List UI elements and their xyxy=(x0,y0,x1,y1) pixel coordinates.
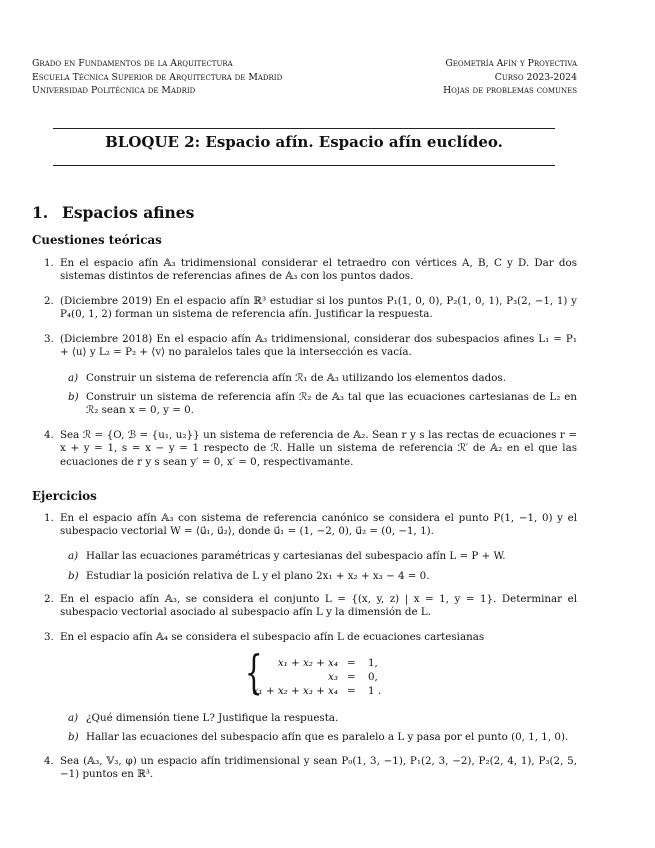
item-number: 2. xyxy=(44,593,54,605)
header-university: Universidad Politécnica de Madrid xyxy=(32,85,196,96)
theory-item-3-a xyxy=(68,372,577,385)
item-number: 1. xyxy=(44,512,54,524)
item-number: 1. xyxy=(44,257,54,269)
theory-item-2 xyxy=(44,295,577,322)
sub-text: Construir un sistema de referencia afín ℛ₂ de 𝔸₃ tal que las ecuaciones cartesianas de L₂ en ℛ₂ sean x = 0, y = 0. xyxy=(86,391,577,417)
section-number: 1. xyxy=(32,203,49,222)
equation-operator: = xyxy=(347,685,356,697)
equation-operator: = xyxy=(347,657,356,669)
equation-row-3 xyxy=(252,685,405,699)
equation-rhs: 0, xyxy=(368,671,378,683)
equation-lhs: x₁ + x₂ + x₃ + x₄ xyxy=(252,685,338,697)
item-text: (Diciembre 2018) En el espacio afín 𝔸₃ tridimensional, considerar dos subespacios afines L₁ = P₁ + ⟨u⟩ y L₂ = P₂ + ⟨v⟩ no paralelos tales que la intersección es vacía. xyxy=(60,333,577,359)
header-sheet-type: Hojas de problemas comunes xyxy=(443,85,577,96)
item-text: En el espacio afín 𝔸₄ se considera el subespacio afín L de ecuaciones cartesianas xyxy=(60,631,485,643)
sub-label: b) xyxy=(68,570,79,582)
theory-heading: Cuestiones teóricas xyxy=(32,233,162,247)
sub-label: a) xyxy=(68,550,79,562)
item-text: Sea ℛ = {O, ℬ = {u₁, u₂}} un sistema de referencia de 𝔸₂. Sean r y s las rectas de ecuaciones r = x + y = 1, s = x − y = 1 respecto de ℛ. Halle un sistema de referencia ℛ′ de 𝔸₂ en el que las ecuaciones de r y s sean y′ = 0, x′ = 0, respectivamante. xyxy=(60,429,577,468)
theory-item-1 xyxy=(44,257,577,284)
sub-text: Hallar las ecuaciones paramétricas y cartesianas del subespacio afín L = P + W. xyxy=(86,550,506,562)
exercise-item-2 xyxy=(44,593,577,620)
sub-label: a) xyxy=(68,712,79,724)
equation-row-1 xyxy=(255,657,405,671)
header-course-name: Geometría Afín y Proyectiva xyxy=(445,58,577,69)
item-number: 3. xyxy=(44,333,54,345)
equation-rhs: 1, xyxy=(368,657,378,669)
sub-label: b) xyxy=(68,391,79,403)
equation-row-2 xyxy=(255,671,405,685)
theory-item-3-b xyxy=(68,391,577,418)
block-title: BLOQUE 2: Espacio afín. Espacio afín euclídeo. xyxy=(105,133,503,151)
sub-label: b) xyxy=(68,731,79,743)
equation-lhs: x₃ xyxy=(328,671,338,683)
equation-rhs: 1 . xyxy=(368,685,382,697)
exercise-item-3-b xyxy=(68,731,577,744)
header-left xyxy=(32,57,282,98)
item-text: En el espacio afín 𝔸₃ con sistema de referencia canónico se considera el punto P(1, −1, 0) y el subespacio vectorial W = ⟨u⃗₁, u⃗₂⟩, donde u⃗₁ = (1, −2, 0), u⃗₂ = (0, −1, 1). xyxy=(60,512,577,538)
title-rule-bottom xyxy=(53,165,555,166)
item-number: 2. xyxy=(44,295,54,307)
exercise-item-1 xyxy=(44,512,577,539)
sub-label: a) xyxy=(68,372,79,384)
item-number: 4. xyxy=(44,755,54,767)
exercise-item-4 xyxy=(44,755,577,782)
exercises-heading: Ejercicios xyxy=(32,489,97,503)
theory-item-4 xyxy=(44,429,577,469)
item-number: 3. xyxy=(44,631,54,643)
title-rule-top xyxy=(53,128,555,129)
equation-system xyxy=(245,645,405,700)
section-title xyxy=(32,203,194,222)
item-number: 4. xyxy=(44,429,54,441)
item-text: En el espacio afín 𝔸₃, se considera el conjunto L = {(x, y, z) | x = 1, y = 1}. Determinar el subespacio vectorial asociado al subespacio afín L y la dimensión de L. xyxy=(60,593,577,619)
sub-text: Hallar las ecuaciones del subespacio afín que es paralelo a L y pasa por el punto (0, 1, 1, 0). xyxy=(86,731,569,743)
theory-item-3 xyxy=(44,333,577,360)
exercise-item-1-b xyxy=(68,570,577,583)
left-brace-icon: { xyxy=(245,645,263,699)
exercise-item-1-a xyxy=(68,550,577,563)
equation-operator: = xyxy=(347,671,356,683)
exercise-item-3 xyxy=(44,631,577,644)
item-text: Sea (𝔸₃, 𝕍₃, φ) un espacio afín tridimensional y sean P₀(1, 3, −1), P₁(2, 3, −2), P₂(2, 4, 1), P₃(2, 5, −1) puntos en ℝ³. xyxy=(60,755,577,781)
header-academic-year: Curso 2023-2024 xyxy=(494,71,577,83)
sub-text: ¿Qué dimensión tiene L? Justifique la respuesta. xyxy=(86,712,339,724)
section-name: Espacios afines xyxy=(62,203,195,222)
item-text: (Diciembre 2019) En el espacio afín ℝ³ estudiar si los puntos P₁(1, 0, 0), P₂(1, 0, 1), P₃(2, −1, 1) y P₄(0, 1, 2) forman un sistema de referencia afín. Justificar la respuesta. xyxy=(60,295,577,321)
header-degree: Grado en Fundamentos de la Arquitectura xyxy=(32,58,233,69)
item-text: En el espacio afín 𝔸₃ tridimensional considerar el tetraedro con vértices A, B, C y D. Dar dos sistemas distintos de referencias afines de 𝔸₃ con los puntos dados. xyxy=(60,257,577,283)
sub-text: Estudiar la posición relativa de L y el plano 2x₁ + x₂ + x₃ − 4 = 0. xyxy=(86,570,430,582)
header-right xyxy=(443,57,577,98)
sub-text: Construir un sistema de referencia afín ℛ₁ de 𝔸₃ utilizando los elementos dados. xyxy=(86,372,506,384)
equation-lhs: x₁ + x₂ + x₄ xyxy=(277,657,338,669)
exercise-item-3-a xyxy=(68,712,577,725)
header-school: Escuela Técnica Superior de Arquitectura de Madrid xyxy=(32,71,283,83)
